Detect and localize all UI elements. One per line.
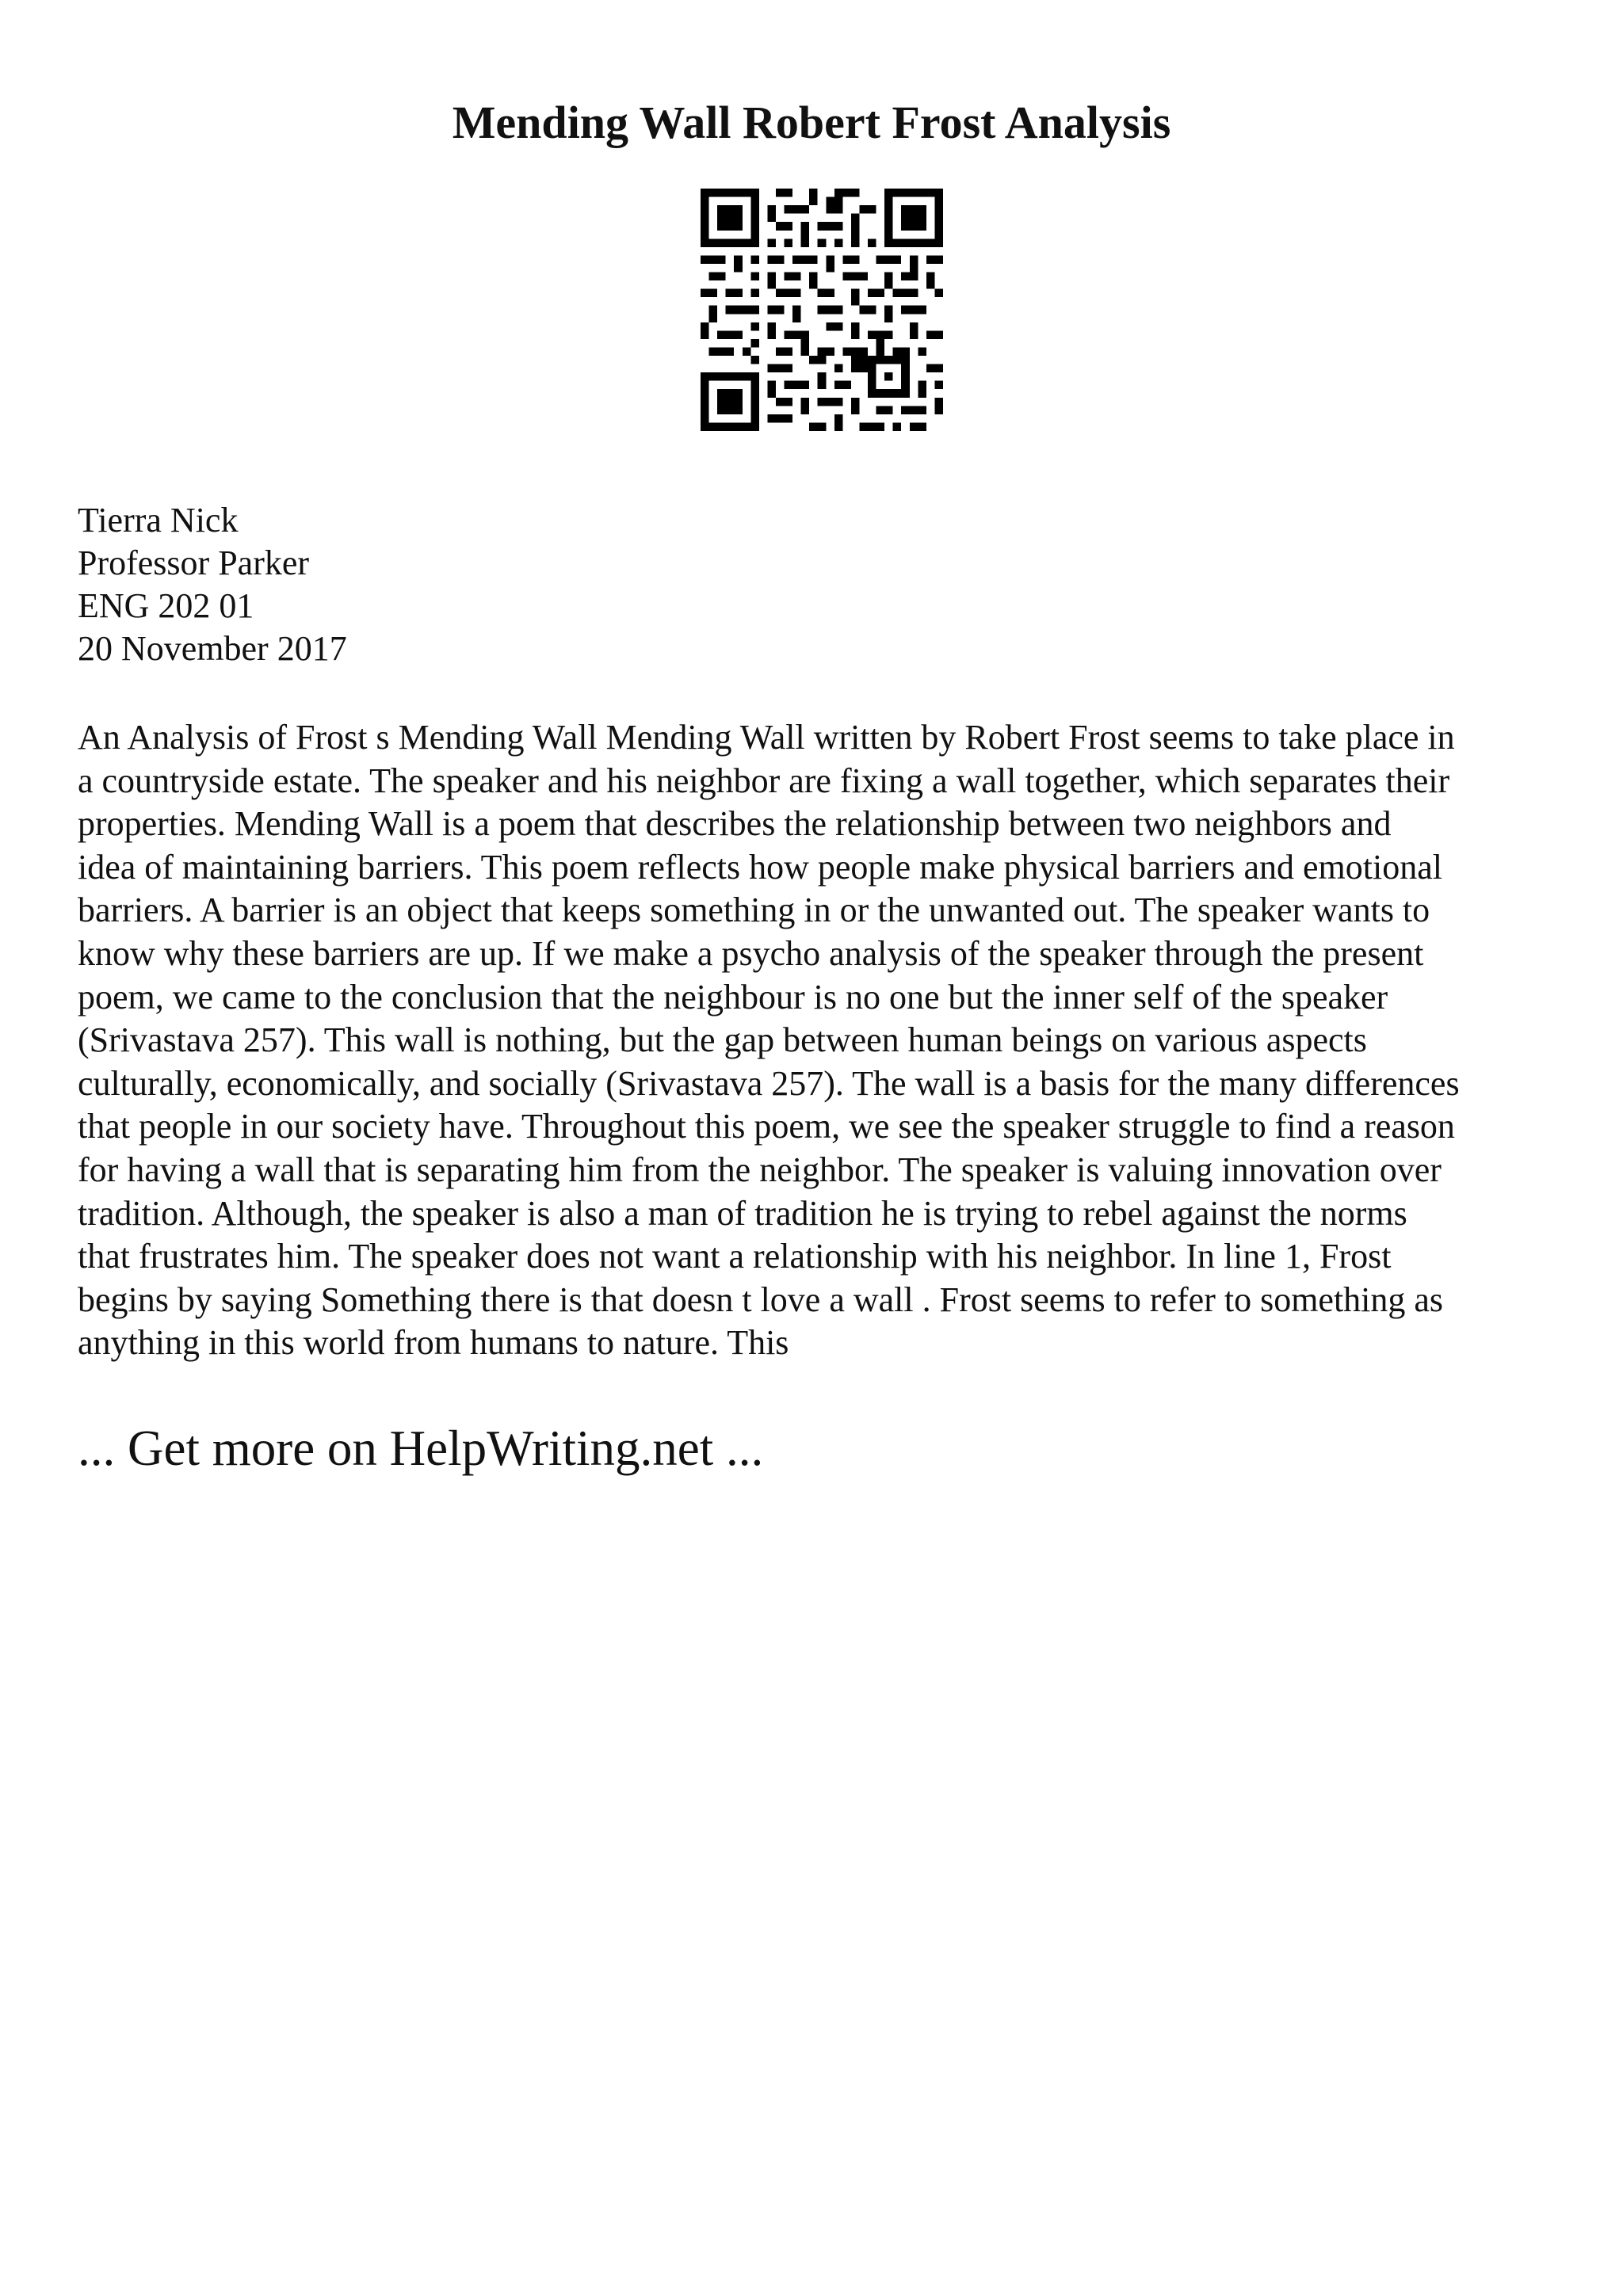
essay-line: barriers. A barrier is an object that keeps something in or the unwanted out. The speaker wants to (78, 891, 1430, 930)
essay-line: a countryside estate. The speaker and his neighbor are fixing a wall together, which separates their (78, 761, 1450, 800)
document-title: Mending Wall Robert Frost Analysis (452, 97, 1171, 148)
essay-line: culturally, economically, and socially (Srivastava 257). The wall is a basis for the many differences (78, 1063, 1460, 1103)
essay-line: idea of maintaining barriers. This poem reflects how people make physical barriers and emotional (78, 847, 1442, 887)
essay-line: know why these barriers are up. If we make a psycho analysis of the speaker through the present (78, 933, 1424, 973)
author-name: Tierra Nick (78, 501, 239, 540)
document-date: 20 November 2017 (78, 629, 347, 668)
course-code: ENG 202 01 (78, 586, 254, 625)
essay-line: for having a wall that is separating him from the neighbor. The speaker is valuing innovation over (78, 1150, 1442, 1189)
essay-line: begins by saying Something there is that doesn t love a wall . Frost seems to refer to something as (78, 1280, 1444, 1319)
get-more-link[interactable]: ... Get more on HelpWriting.net ... (78, 1421, 764, 1476)
author-header-block (78, 499, 347, 670)
qr-code-icon (701, 189, 943, 431)
essay-line: tradition. Although, the speaker is also a man of tradition he is trying to rebel against the norms (78, 1193, 1407, 1233)
professor-name: Professor Parker (78, 543, 310, 582)
essay-line: that people in our society have. Throughout this poem, we see the speaker struggle to find a reason (78, 1107, 1455, 1146)
essay-line: poem, we came to the conclusion that the neighbour is no one but the inner self of the speaker (78, 977, 1388, 1016)
essay-line: that frustrates him. The speaker does not want a relationship with his neighbor. In line 1, Frost (78, 1237, 1392, 1276)
essay-line: properties. Mending Wall is a poem that describes the relationship between two neighbors and (78, 804, 1392, 844)
essay-line: (Srivastava 257). This wall is nothing, but the gap between human beings on various aspects (78, 1020, 1367, 1060)
essay-body (78, 716, 1552, 1365)
essay-line: anything in this world from humans to nature. This (78, 1323, 789, 1363)
essay-line: An Analysis of Frost s Mending Wall Mending Wall written by Robert Frost seems to take place in (78, 718, 1455, 757)
